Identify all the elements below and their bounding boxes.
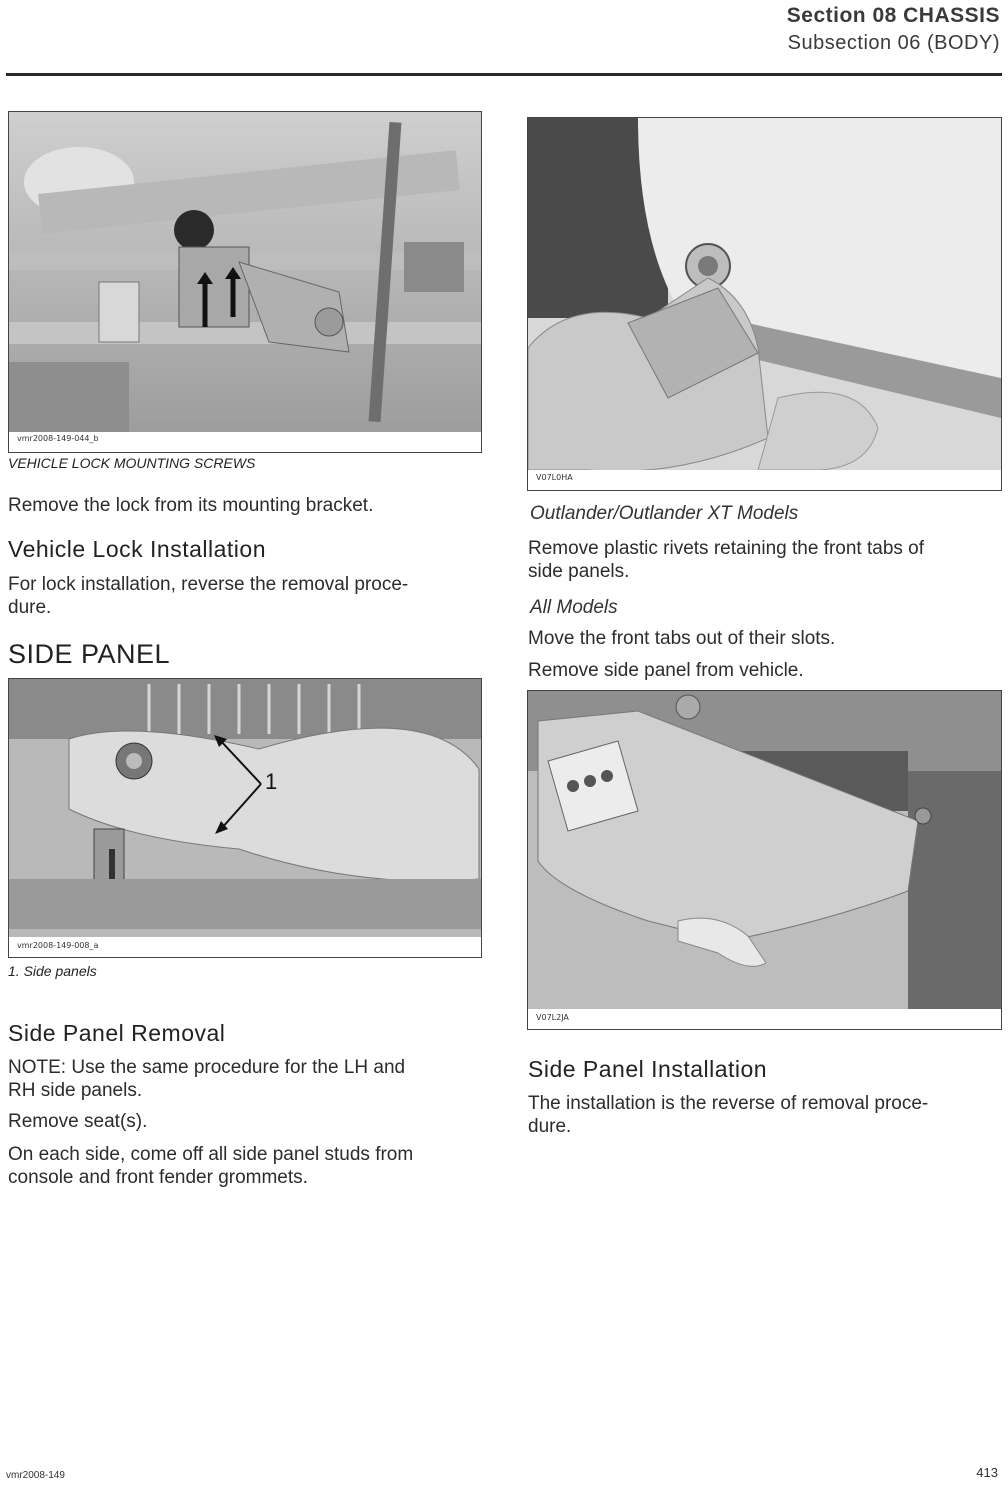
remove-side-panel-photo — [528, 691, 1001, 1029]
note-text: Use the same procedure for the LH and — [66, 1057, 406, 1078]
heading-side-panel-installation: Side Panel Installation — [528, 1056, 768, 1082]
paragraph-line: console and front fender grommets. — [8, 1167, 308, 1188]
figure-plastic-rivets — [527, 117, 1002, 491]
figure-side-panels — [8, 678, 482, 958]
plastic-rivet-photo — [528, 118, 1001, 490]
heading-vehicle-lock-installation: Vehicle Lock Installation — [8, 536, 266, 562]
footer-doc-code: vmr2008-149 — [6, 1470, 65, 1481]
vehicle-lock-photo — [9, 112, 481, 452]
models-heading-outlander: Outlander/Outlander XT Models — [530, 503, 799, 524]
paragraph-line: dure. — [8, 597, 52, 618]
paragraph-line: side panels. — [528, 561, 630, 582]
subsection-title: Subsection 06 (BODY) — [787, 32, 1000, 54]
paragraph: Remove the lock from its mounting bracket. — [8, 495, 374, 516]
callout-number: 1 — [265, 769, 278, 794]
note-line — [8, 1056, 405, 1079]
side-panels-photo — [9, 679, 481, 957]
figure-code: vmr2008-149-008_a — [17, 941, 99, 950]
figure-code: V07L2JA — [536, 1013, 569, 1022]
figure-code: vmr2008-149-044_b — [17, 434, 99, 443]
figure-remove-side-panel — [527, 690, 1002, 1030]
figure-code: V07L0HA — [536, 473, 573, 482]
paragraph-line: The installation is the reverse of removal proce- — [528, 1093, 929, 1114]
section-title: Section 08 CHASSIS — [786, 4, 1000, 27]
heading-side-panel-removal: Side Panel Removal — [8, 1020, 226, 1046]
paragraph: Move the front tabs out of their slots. — [528, 628, 836, 649]
figure-legend: 1. Side panels — [8, 963, 97, 979]
paragraph: Remove seat(s). — [8, 1111, 148, 1132]
paragraph-line: Remove plastic rivets retaining the front tabs of — [528, 538, 925, 559]
paragraph-line: dure. — [528, 1116, 572, 1137]
paragraph: Remove side panel from vehicle. — [528, 660, 804, 681]
note-line: RH side panels. — [8, 1080, 143, 1101]
paragraph-line: On each side, come off all side panel studs from — [8, 1144, 414, 1165]
models-heading-all: All Models — [530, 597, 618, 618]
note-label: NOTE: — [8, 1057, 67, 1078]
figure-vehicle-lock-screws — [8, 111, 482, 453]
figure-caption: VEHICLE LOCK MOUNTING SCREWS — [8, 455, 256, 471]
header-rule — [6, 73, 1002, 76]
page-number: 413 — [976, 1465, 998, 1480]
paragraph-line: For lock installation, reverse the removal proce- — [8, 574, 409, 595]
heading-side-panel: SIDE PANEL — [8, 639, 171, 669]
